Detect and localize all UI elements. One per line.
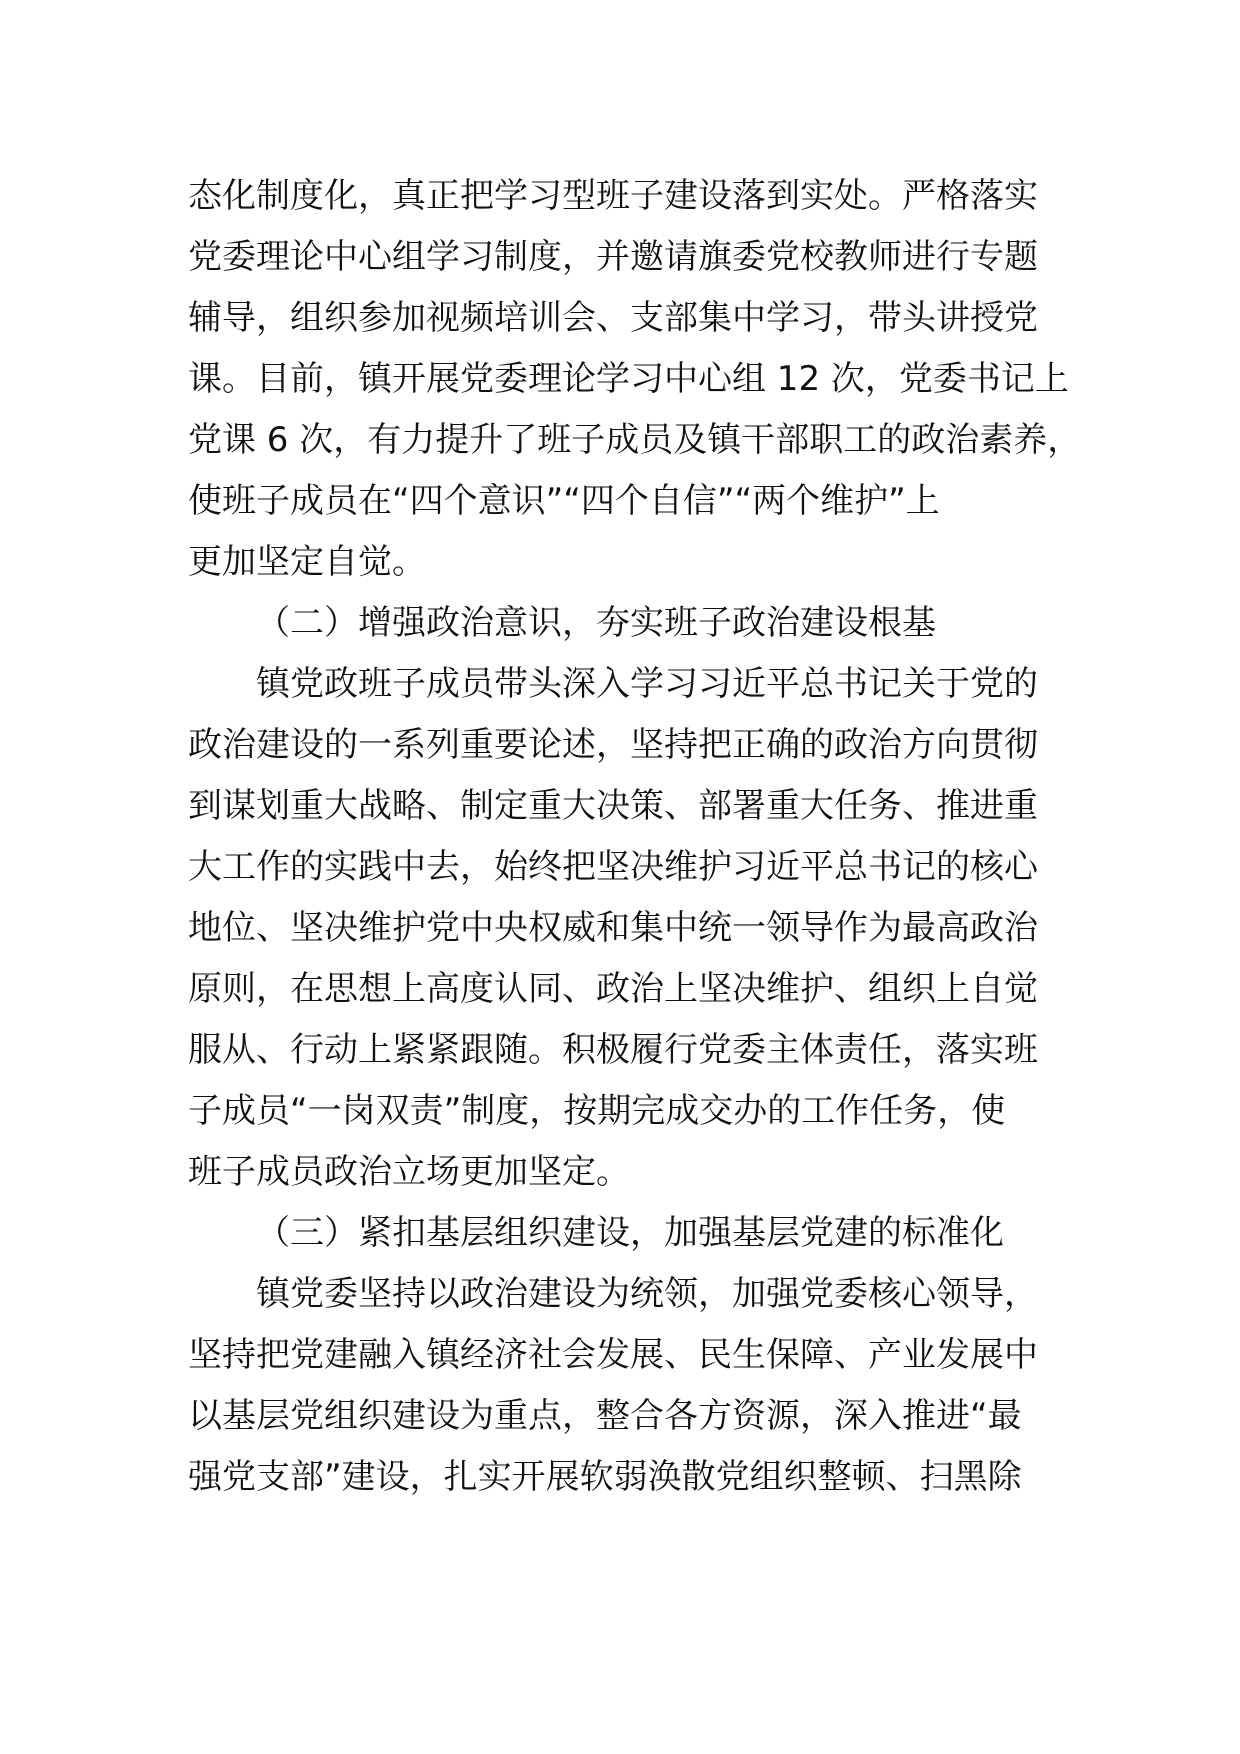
body-text-line: 镇党政班子成员带头深入学习习近平总书记关于党的	[256, 664, 1038, 704]
body-text-line: 以基层党组织建设为重点，整合各方资源，深入推进“最	[188, 1396, 1022, 1436]
body-text-line: 子成员“一岗双责”制度，按期完成交办的工作任务，使	[188, 1091, 1006, 1131]
body-text-line: 大工作的实践中去，始终把坚决维护习近平总书记的核心	[188, 847, 1038, 887]
body-text-line: 坚持把党建融入镇经济社会发展、民生保障、产业发展中	[188, 1335, 1038, 1375]
section-heading: （三）紧扣基层组织建设，加强基层党建的标准化	[256, 1213, 1004, 1253]
body-text-line: 党课 6 次，有力提升了班子成员及镇干部职工的政治素养，	[188, 420, 1082, 460]
body-text-line: 强党支部”建设，扎实开展软弱涣散党组织整顿、扫黑除	[188, 1457, 1022, 1497]
body-text-line: 到谋划重大战略、制定重大决策、部署重大任务、推进重	[188, 786, 1038, 826]
body-text-line: 政治建设的一系列重要论述，坚持把正确的政治方向贯彻	[188, 725, 1038, 765]
body-text-line: 党委理论中心组学习制度，并邀请旗委党校教师进行专题	[188, 237, 1038, 277]
body-text-line: 服从、行动上紧紧跟随。积极履行党委主体责任，落实班	[188, 1030, 1038, 1070]
body-text-line: 使班子成员在“四个意识”“四个自信”“两个维护”上	[188, 481, 940, 521]
body-text-line: 课。目前，镇开展党委理论学习中心组 12 次，党委书记上	[188, 359, 1069, 399]
body-text-line: 态化制度化，真正把学习型班子建设落到实处。严格落实	[188, 176, 1038, 216]
body-text-line: 辅导，组织参加视频培训会、支部集中学习，带头讲授党	[188, 298, 1038, 338]
body-text-line: 更加坚定自觉。	[188, 542, 426, 582]
body-text-line: 班子成员政治立场更加坚定。	[188, 1152, 630, 1192]
section-heading: （二）增强政治意识，夯实班子政治建设根基	[256, 603, 936, 643]
body-text-line: 原则，在思想上高度认同、政治上坚决维护、组织上自觉	[188, 969, 1038, 1009]
body-text-line: 镇党委坚持以政治建设为统领，加强党委核心领导，	[256, 1274, 1038, 1314]
body-text-line: 地位、坚决维护党中央权威和集中统一领导作为最高政治	[188, 908, 1038, 948]
